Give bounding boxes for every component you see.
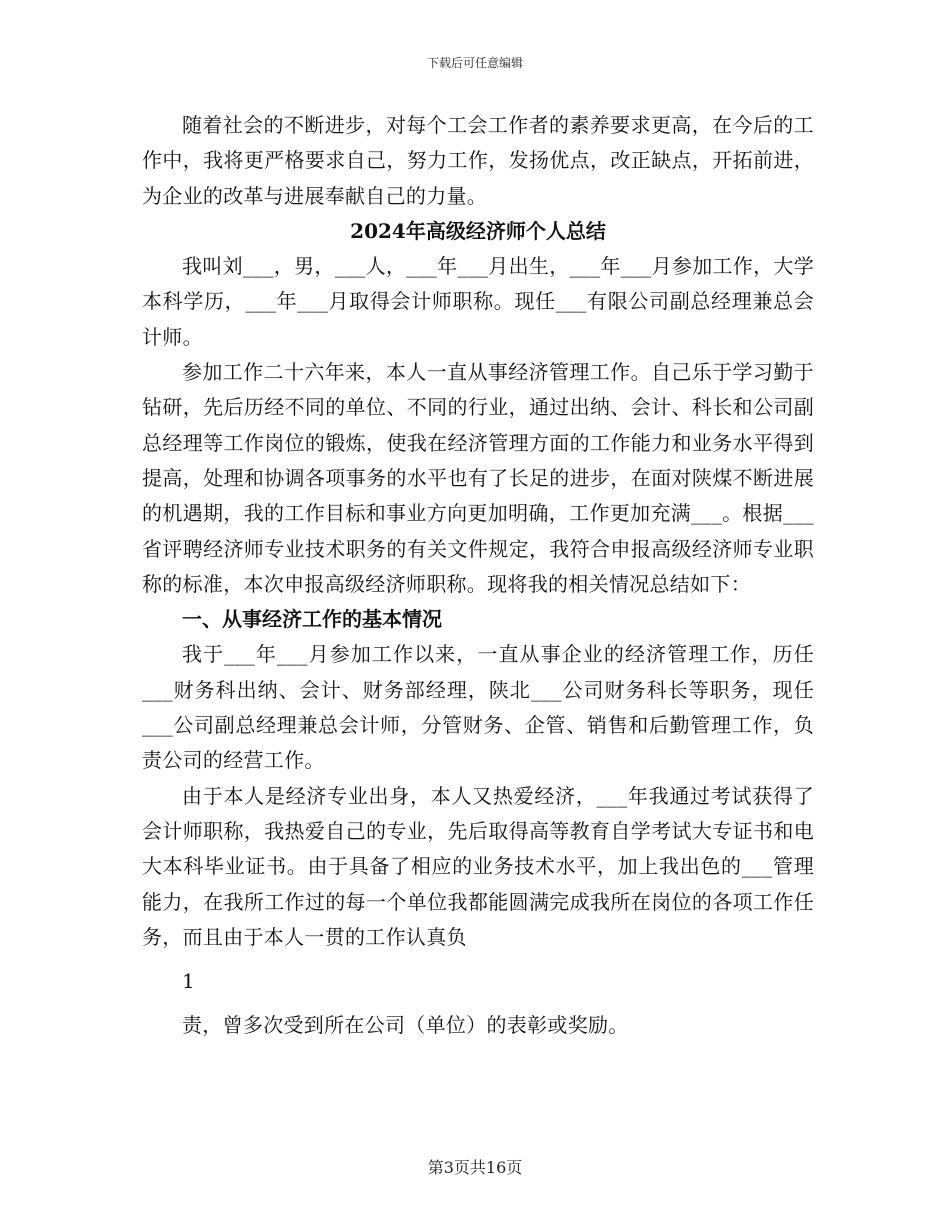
document-body <box>142 108 814 1044</box>
page-footer: 第3页共16页 <box>427 1158 523 1177</box>
inline-page-marker: 1 <box>182 969 195 994</box>
paragraph-4: 我于___年___月参加工作以来，一直从事企业的经济管理工作，历任___财务科出纳、会计、财务部经理，陕北___公司财务科长等职务，现任___公司副总经理兼总会计师，分管财务、企管、销售和后勤管理工作，负责公司的经营工作。 <box>142 642 814 773</box>
paragraph-3: 参加工作二十六年来，本人一直从事经济管理工作。自己乐于学习勤于钻研，先后历经不同的单位、不同的行业，通过出纳、会计、科长和公司副总经理等工作岗位的锻炼，使我在经济管理方面的工作能力和业务水平得到提高，处理和协调各项事务的水平也有了长足的进步，在面对陕煤不断进展的机遇期，我的工作目标和事业方向更加明确，工作更加充满___。根据___省评聘经济师专业技术职务的有关文件规定，我符合申报高级经济师专业职称的标准，本次申报高级经济师职称。现将我的相关情况总结如下： <box>142 360 814 596</box>
page-header: 下载后可任意编辑 <box>426 56 523 70</box>
section-heading-1: 一、从事经济工作的基本情况 <box>182 607 442 632</box>
document-title: 2024年高级经济师个人总结 <box>350 218 606 243</box>
paragraph-1: 随着社会的不断进步，对每个工会工作者的素养要求更高，在今后的工作中，我将更严格要求自己，努力工作，发扬优点，改正缺点，开拓前进，为企业的改革与进展奉献自己的力量。 <box>142 113 814 208</box>
paragraph-2: 我叫刘___，男，___人，___年___月出生，___年___月参加工作，大学本科学历，___年___月取得会计师职称。现任___有限公司副总经理兼总会计师。 <box>142 254 814 349</box>
paragraph-6: 责，曾多次受到所在公司（单位）的表彰或奖励。 <box>182 1013 629 1038</box>
paragraph-5: 由于本人是经济专业出身，本人又热爱经济，___年我通过考试获得了会计师职称，我热爱自己的专业，先后取得高等教育自学考试大专证书和电大本科毕业证书。由于具备了相应的业务技术水平，加上我出色的___管理能力，在我所工作过的每一个单位我都能圆满完成我所在岗位的各项工作任务，而且由于本人一贯的工作认真负 <box>142 783 814 949</box>
